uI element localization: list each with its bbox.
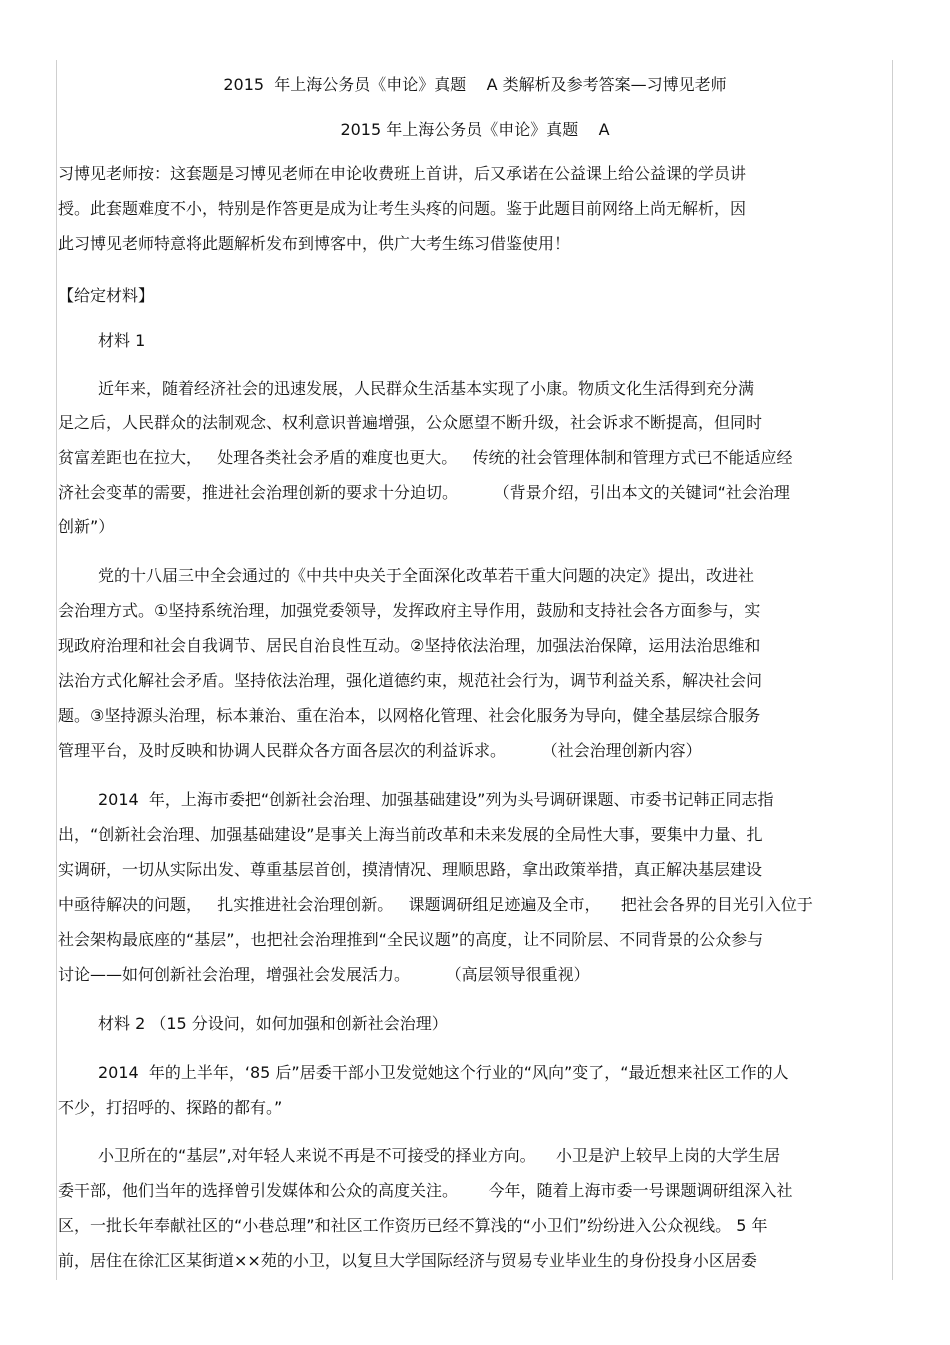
paragraph-line: 讨论——如何创新社会治理，增强社会发展活力。 （高层领导很重视） xyxy=(58,965,590,984)
intro-line: 此习博见老师特意将此题解析发布到博客中，供广大考生练习借鉴使用！ xyxy=(58,234,571,253)
paragraph-line: 济社会变革的需要，推进社会治理创新的要求十分迫切。 （背景介绍，引出本文的关键词“社会治理 xyxy=(58,483,790,502)
paragraph-line: 会治理方式。①坚持系统治理，加强党委领导，发挥政府主导作用，鼓励和支持社会各方面参与，实 xyxy=(58,601,761,620)
section-heading: 【给定材料】 xyxy=(58,286,155,305)
paragraph-line: 管理平台，及时反映和协调人民群众各方面各层次的利益诉求。 （社会治理创新内容） xyxy=(58,741,702,760)
intro-line: 授。此套题难度不小，特别是作答更是成为让考生头疼的问题。鉴于此题目前网络上尚无解析，因 xyxy=(58,199,747,218)
paragraph-line: 创新”） xyxy=(58,517,115,536)
paragraph-line: 贫富差距也在拉大， 处理各类社会矛盾的难度也更大。 传统的社会管理体制和管理方式已不能适应经 xyxy=(58,448,793,467)
paragraph-line: 党的十八届三中全会通过的《中共中央关于全面深化改革若干重大问题的决定》提出，改进社 xyxy=(98,566,755,585)
document-title: 2015 年上海公务员《申论》真题 A 类解析及参考答案—习博见老师 xyxy=(223,75,727,94)
paragraph-line: 委干部，他们当年的选择曾引发媒体和公众的高度关注。 今年，随着上海市委一号课题调研组深入社 xyxy=(58,1181,793,1200)
paragraph-line: 前，居住在徐汇区某街道××苑的小卫，以复旦大学国际经济与贸易专业毕业生的身份投身小区居委 xyxy=(58,1251,757,1270)
paragraph-line: 现政府治理和社会自我调节、居民自治良性互动。②坚持依法治理，加强法治保障，运用法治思维和 xyxy=(58,636,761,655)
paragraph-line: 2014 年，上海市委把“创新社会治理、加强基础建设”列为头号调研课题、市委书记韩正同志指 xyxy=(98,790,774,809)
intro-line: 习博见老师按：这套题是习博见老师在申论收费班上首讲，后又承诺在公益课上给公益课的学员讲 xyxy=(58,164,747,183)
paragraph-line: 小卫所在的“基层”,对年轻人来说不再是不可接受的择业方向。 小卫是沪上较早上岗的大学生居 xyxy=(98,1146,781,1165)
material-heading: 材料 2 （15 分设问，如何加强和创新社会治理） xyxy=(98,1014,448,1033)
paragraph-line: 题。③坚持源头治理，标本兼治、重在治本，以网格化管理、社会化服务为导向，健全基层综合服务 xyxy=(58,706,761,725)
document-subtitle: 2015 年上海公务员《申论》真题 A xyxy=(340,120,610,139)
paragraph-line: 近年来，随着经济社会的迅速发展，人民群众生活基本实现了小康。物质文化生活得到充分满 xyxy=(98,379,755,398)
left-margin-line xyxy=(56,60,57,1280)
paragraph-line: 出，“创新社会治理、加强基础建设”是事关上海当前改革和未来发展的全局性大事，要集中力量、扎 xyxy=(58,825,763,844)
paragraph-line: 2014 年的上半年，‘85 后”居委干部小卫发觉她这个行业的“风向”变了，“最近想来社区工作的人 xyxy=(98,1063,789,1082)
paragraph-line: 法治方式化解社会矛盾。坚持依法治理，强化道德约束，规范社会行为，调节利益关系，解决社会问 xyxy=(58,671,763,690)
paragraph-line: 区，一批长年奉献社区的“小巷总理”和社区工作资历已经不算浅的“小卫们”纷纷进入公众视线。 5 年 xyxy=(58,1216,768,1235)
paragraph-line: 实调研，一切从实际出发、尊重基层首创，摸清情况、理顺思路，拿出政策举措，真正解决基层建设 xyxy=(58,860,763,879)
paragraph-line: 不少，打招呼的、探路的都有。” xyxy=(58,1098,283,1117)
paragraph-line: 足之后，人民群众的法制观念、权利意识普遍增强，公众愿望不断升级，社会诉求不断提高，但同时 xyxy=(58,413,763,432)
paragraph-line: 中亟待解决的问题， 扎实推进社会治理创新。 课题调研组足迹遍及全市， 把社会各界的目光引入位于 xyxy=(58,895,813,914)
paragraph-line: 社会架构最底座的“基层”，也把社会治理推到“全民议题”的高度，让不同阶层、不同背景的公众参与 xyxy=(58,930,764,949)
right-margin-line xyxy=(892,60,893,1280)
material-heading: 材料 1 xyxy=(98,331,146,350)
